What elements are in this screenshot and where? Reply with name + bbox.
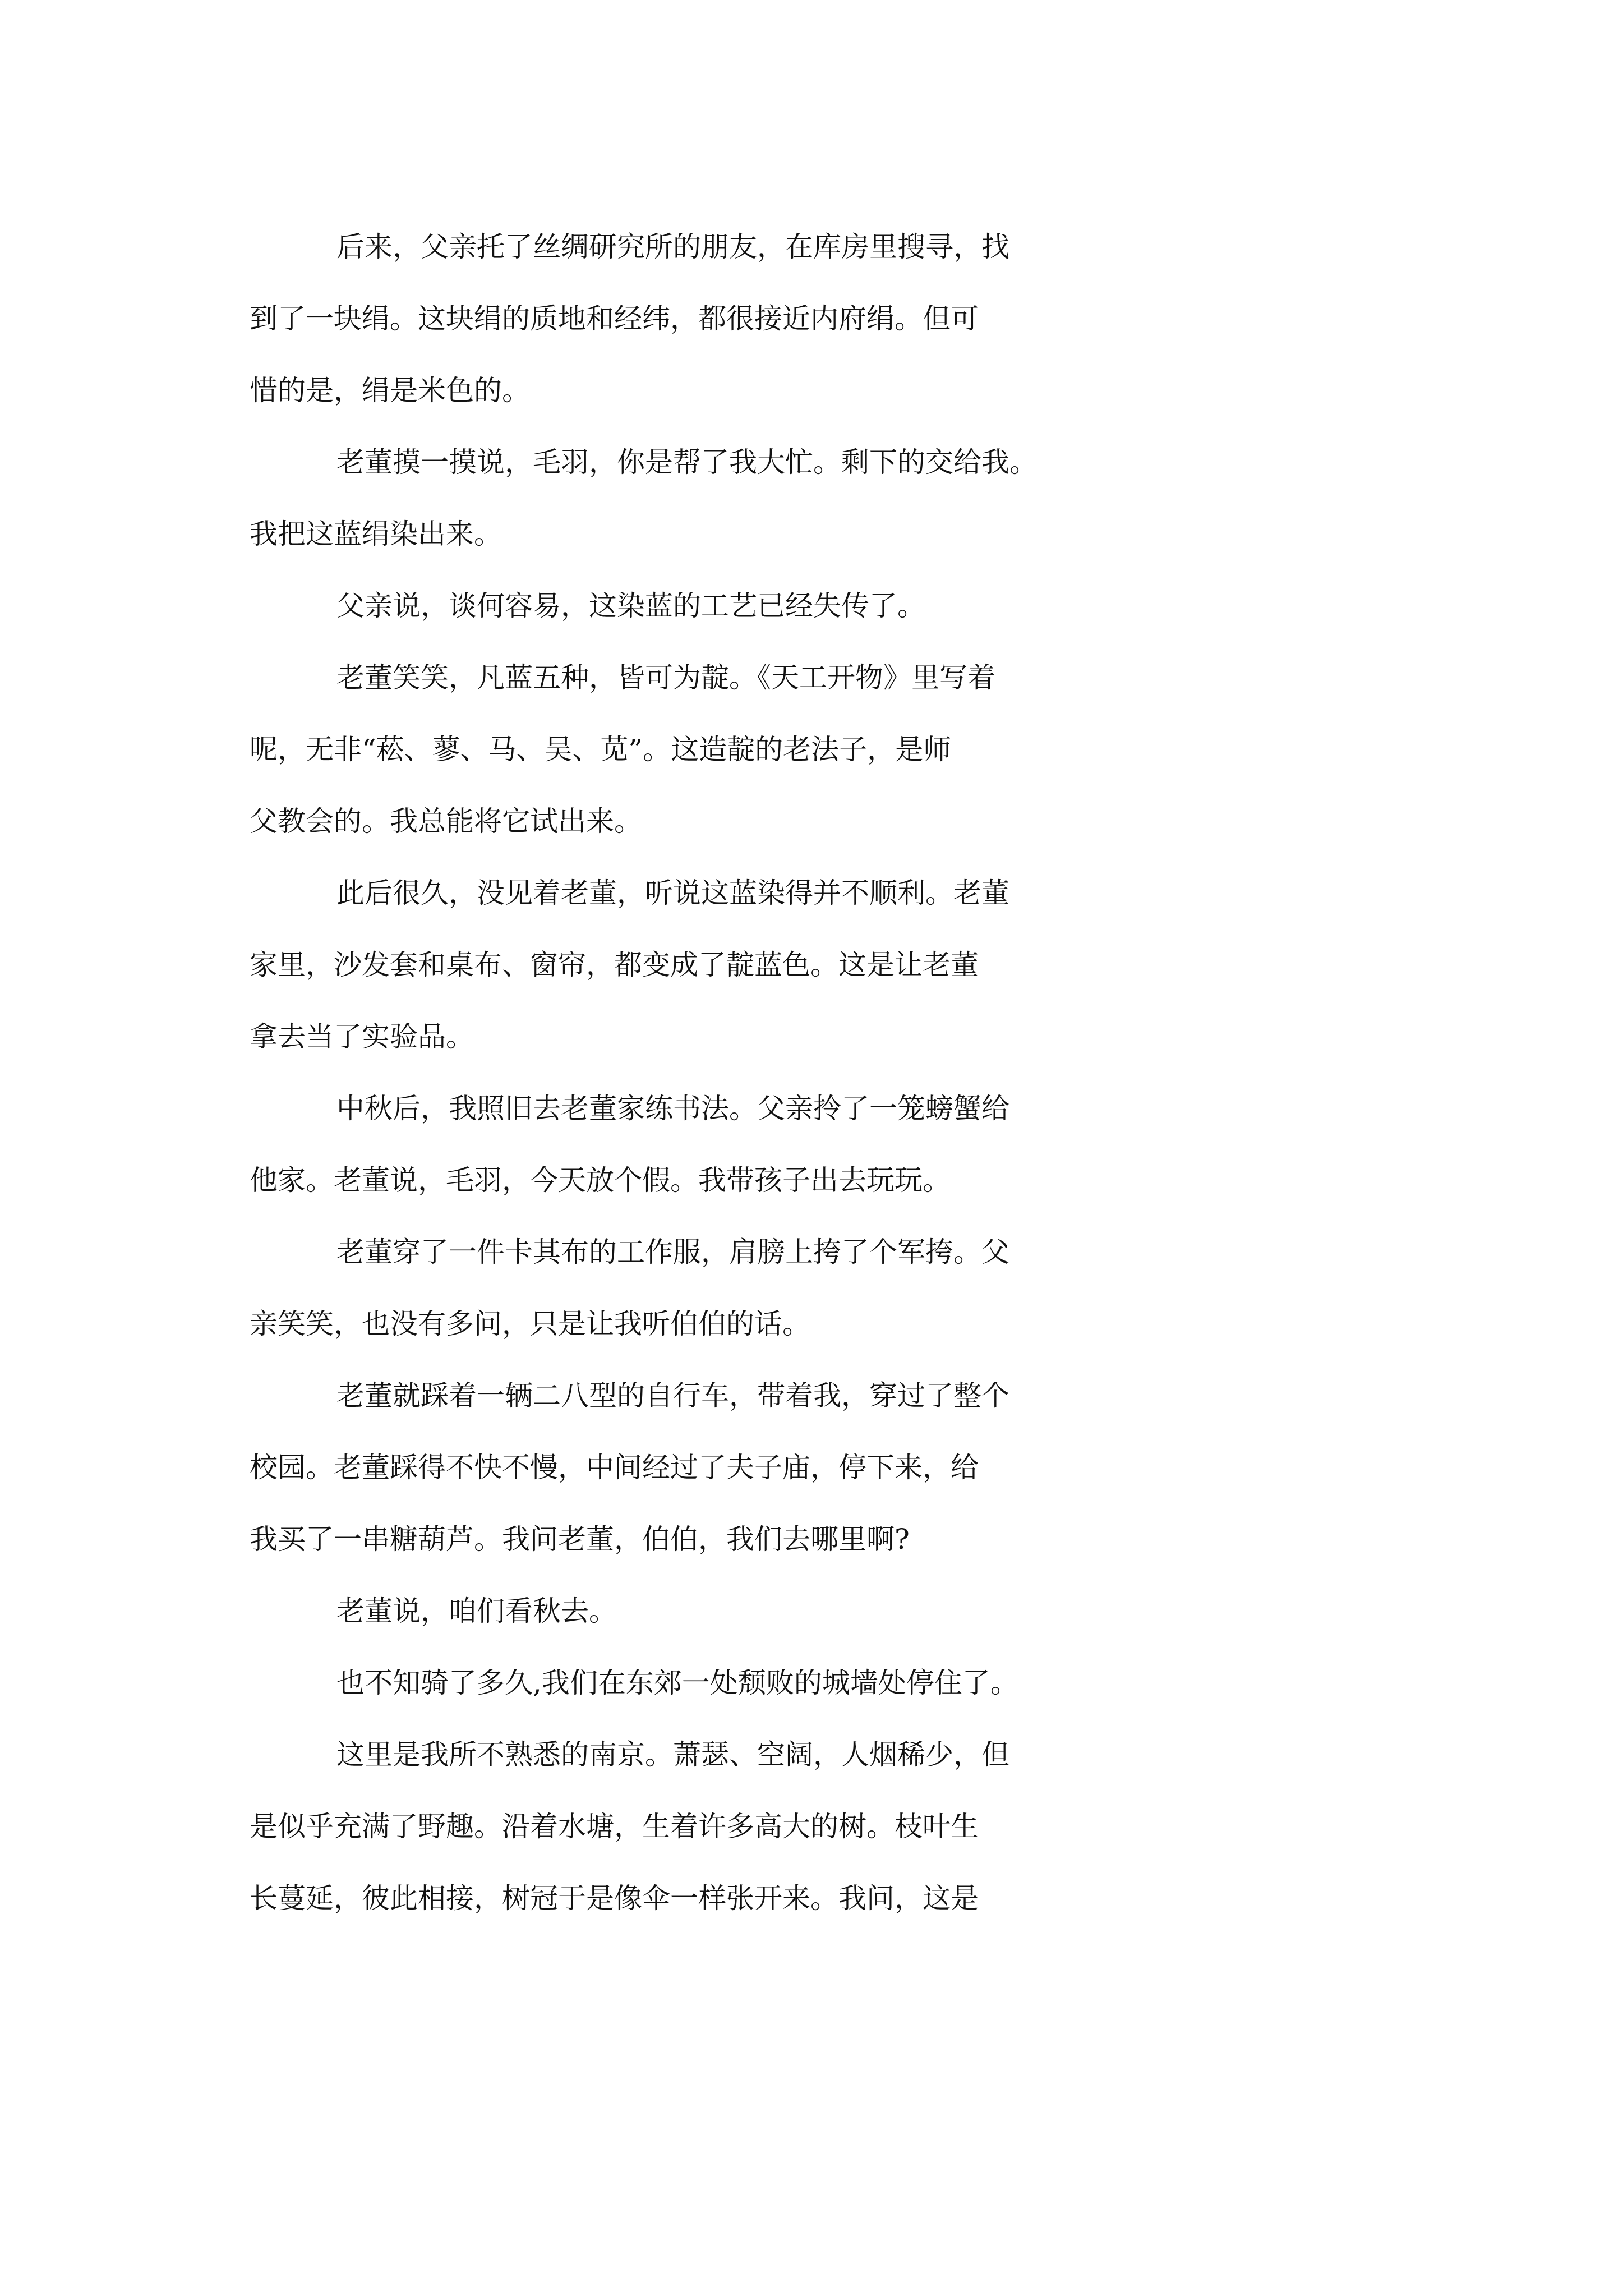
paragraph-line: 校园。老董踩得不快不慢，中间经过了夫子庙，停下来，给 bbox=[250, 1451, 979, 1484]
paragraph-line: 老董笑笑，凡蓝五种，皆可为靛。《天工开物》里写着 bbox=[336, 661, 995, 694]
paragraph-line: 家里，沙发套和桌布、窗帘，都变成了靛蓝色。这是让老董 bbox=[250, 949, 979, 981]
paragraph-line: 也不知骑了多久,我们在东郊一处颓败的城墙处停住了。 bbox=[336, 1667, 1018, 1699]
paragraph-line: 老董就踩着一辆二八型的自行车，带着我，穿过了整个 bbox=[336, 1379, 1009, 1412]
paragraph-line: 后来，父亲托了丝绸研究所的朋友，在库房里搜寻，找 bbox=[336, 231, 1009, 263]
paragraph-line: 到了一块绢。这块绢的质地和经纬，都很接近内府绢。但可 bbox=[250, 302, 979, 335]
paragraph-line: 老董说，咱们看秋去。 bbox=[336, 1595, 617, 1627]
paragraph-line: 他家。老董说，毛羽，今天放个假。我带孩子出去玩玩。 bbox=[250, 1164, 951, 1197]
paragraph-line: 呢，无非“菘、蓼、马、吴、苋”。这造靛的老法子，是师 bbox=[250, 733, 952, 766]
paragraph-line: 是似乎充满了野趣。沿着水塘，生着许多高大的树。枝叶生 bbox=[250, 1810, 979, 1843]
paragraph-line: 我买了一串糖葫芦。我问老董，伯伯，我们去哪里啊? bbox=[250, 1523, 910, 1556]
paragraph-line: 中秋后，我照旧去老董家练书法。父亲拎了一笼螃蟹给 bbox=[336, 1092, 1009, 1125]
paragraph-line: 我把这蓝绢染出来。 bbox=[250, 518, 502, 550]
paragraph-line: 父亲说，谈何容易，这染蓝的工艺已经失传了。 bbox=[336, 590, 925, 622]
paragraph-line: 这里是我所不熟悉的南京。萧瑟、空阔，人烟稀少，但 bbox=[336, 1738, 1009, 1771]
paragraph-line: 此后很久，没见着老董，听说这蓝染得并不顺利。老董 bbox=[336, 877, 1009, 909]
paragraph-line: 拿去当了实验品。 bbox=[250, 1020, 474, 1053]
paragraph-line: 亲笑笑，也没有多问，只是让我听伯伯的话。 bbox=[250, 1308, 810, 1340]
paragraph-line: 父教会的。我总能将它试出来。 bbox=[250, 805, 642, 838]
paragraph-line: 长蔓延，彼此相接，树冠于是像伞一样张开来。我问，这是 bbox=[250, 1882, 979, 1915]
paragraph-line: 老董摸一摸说，毛羽，你是帮了我大忙。剩下的交给我。 bbox=[336, 446, 1038, 478]
paragraph-line: 老董穿了一件卡其布的工作服，肩膀上挎了个军挎。父 bbox=[336, 1236, 1009, 1268]
paragraph-line: 惜的是，绢是米色的。 bbox=[250, 374, 530, 407]
